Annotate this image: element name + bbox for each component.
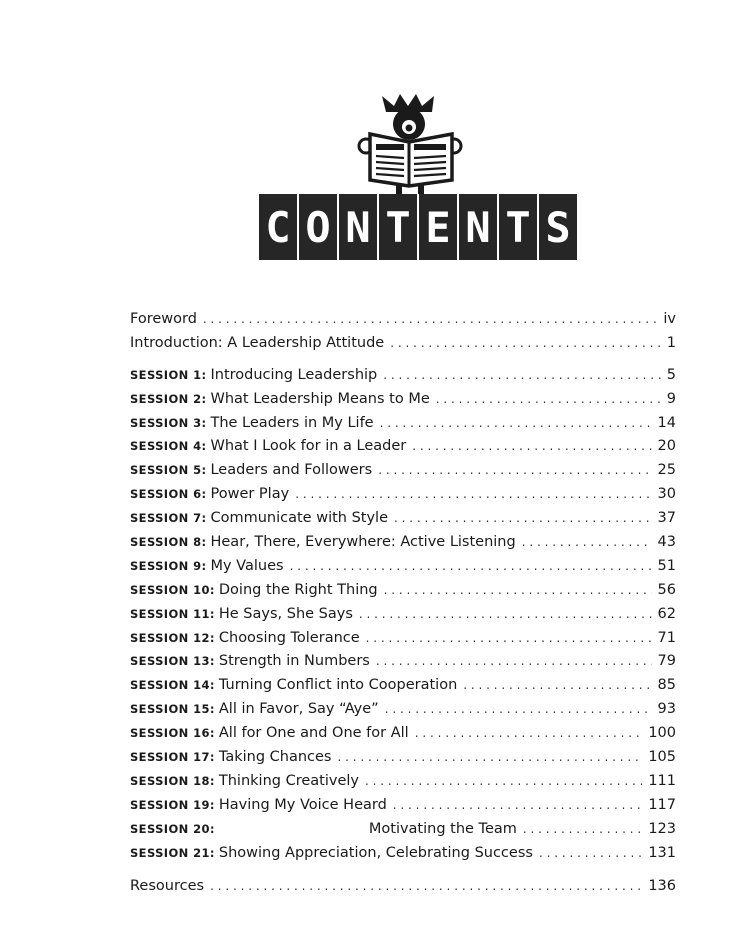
entry-label	[130, 579, 378, 603]
session-number: SESSION 5:	[130, 463, 207, 478]
page-number: 5	[666, 366, 676, 383]
page-number: 62	[657, 605, 676, 622]
session-number: SESSION 15:	[130, 702, 215, 717]
entry-title: Resources	[130, 878, 205, 895]
page-number: 79	[657, 653, 676, 670]
page-number: 111	[648, 772, 676, 789]
front-matter-list	[130, 308, 676, 356]
entry-title: Leaders and Followers	[210, 462, 373, 479]
session-number: SESSION 3:	[130, 415, 207, 430]
session-number: SESSION 13:	[130, 654, 215, 669]
dot-leader	[412, 435, 651, 459]
toc-entry[interactable]	[130, 483, 676, 507]
entry-label	[130, 388, 430, 412]
toc-entry[interactable]	[130, 332, 676, 356]
entry-label	[130, 459, 372, 483]
dot-leader	[436, 388, 661, 412]
entry-label	[130, 842, 533, 866]
entry-title: Having My Voice Heard	[218, 796, 387, 813]
dot-leader	[385, 698, 652, 722]
page-number: 117	[648, 796, 676, 813]
toc-entry[interactable]	[130, 435, 676, 459]
toc-entry[interactable]	[130, 875, 676, 899]
entry-title: Communicate with Style	[210, 510, 389, 527]
toc-entry[interactable]	[130, 722, 676, 746]
dot-leader	[210, 875, 642, 899]
session-number: SESSION 12:	[130, 630, 215, 645]
toc-entry[interactable]	[130, 308, 676, 332]
toc-entry[interactable]	[130, 388, 676, 412]
entry-label	[130, 603, 353, 627]
dot-leader	[337, 746, 642, 770]
dot-leader	[393, 794, 643, 818]
session-number: SESSION 11:	[130, 606, 215, 621]
entry-label	[130, 650, 370, 674]
entry-title: Taking Chances	[218, 749, 332, 766]
dot-leader	[415, 722, 643, 746]
toc-entry[interactable]	[130, 603, 676, 627]
session-number: SESSION 4:	[130, 439, 207, 454]
dot-leader	[384, 579, 652, 603]
entry-label	[130, 364, 377, 388]
page-number: 100	[648, 725, 676, 742]
entry-title: Doing the Right Thing	[218, 581, 378, 598]
page-number: 14	[657, 414, 676, 431]
toc-entry[interactable]	[130, 650, 676, 674]
dot-leader	[522, 531, 652, 555]
title-letter: N	[457, 194, 497, 260]
table-of-contents	[130, 308, 676, 899]
entry-label	[130, 332, 384, 356]
entry-label	[130, 412, 374, 436]
session-list	[130, 364, 676, 866]
session-number: SESSION 7:	[130, 511, 207, 526]
session-number: SESSION 6:	[130, 487, 207, 502]
page-number: 131	[648, 844, 676, 861]
entry-label	[130, 674, 457, 698]
entry-title: What I Look for in a Leader	[210, 438, 407, 455]
entry-title: Strength in Numbers	[218, 653, 370, 670]
entry-title: Showing Appreciation, Celebrating Success	[218, 844, 533, 861]
page-number: 1	[666, 334, 676, 351]
page-number: 85	[657, 677, 676, 694]
page-number: 43	[657, 534, 676, 551]
dot-leader	[383, 364, 661, 388]
dot-leader	[365, 770, 642, 794]
entry-title: Foreword	[130, 311, 197, 327]
dot-leader	[380, 412, 652, 436]
page-title	[259, 194, 577, 264]
toc-entry[interactable]	[130, 579, 676, 603]
title-letter: O	[297, 194, 337, 260]
dot-leader	[295, 483, 651, 507]
entry-label	[130, 483, 289, 507]
entry-label	[130, 818, 517, 842]
page-number: 20	[657, 438, 676, 455]
page-number: 37	[657, 510, 676, 527]
session-number: SESSION 14:	[130, 678, 215, 693]
session-number: SESSION 18:	[130, 773, 215, 788]
session-number: SESSION 19:	[130, 797, 215, 812]
toc-entry[interactable]	[130, 364, 676, 388]
dot-leader	[463, 674, 651, 698]
session-number: SESSION 21:	[130, 845, 215, 860]
entry-title: Turning Conflict into Cooperation	[218, 677, 458, 694]
toc-entry[interactable]	[130, 842, 676, 866]
entry-title: Choosing Tolerance	[218, 629, 360, 646]
entry-title: All in Favor, Say “Aye”	[218, 701, 379, 718]
entry-title: Hear, There, Everywhere: Active Listening	[210, 534, 516, 551]
dot-leader	[203, 308, 657, 332]
toc-entry[interactable]	[130, 818, 676, 842]
title-letter: S	[537, 194, 577, 260]
session-number: SESSION 17:	[130, 750, 215, 765]
entry-title: My Values	[210, 557, 284, 574]
toc-entry[interactable]	[130, 507, 676, 531]
page-number: 123	[648, 820, 676, 837]
dot-leader	[359, 603, 652, 627]
session-number: SESSION 10:	[130, 582, 215, 597]
session-number: SESSION 20:	[130, 821, 215, 836]
title-letter: T	[377, 194, 417, 260]
entry-title: Motivating the Team	[368, 820, 517, 837]
dot-leader	[394, 507, 652, 531]
toc-entry[interactable]	[130, 531, 676, 555]
entry-title: Introducing Leadership	[210, 366, 378, 383]
entry-label	[130, 875, 204, 899]
title-letter: C	[259, 194, 297, 260]
toc-entry[interactable]	[130, 674, 676, 698]
entry-label	[130, 435, 406, 459]
entry-title: What Leadership Means to Me	[210, 390, 430, 407]
page-number: 51	[657, 557, 676, 574]
entry-label	[130, 555, 284, 579]
session-number: SESSION 16:	[130, 726, 215, 741]
dot-leader	[376, 650, 652, 674]
dot-leader	[378, 459, 651, 483]
session-number: SESSION 2:	[130, 391, 207, 406]
toc-entry[interactable]	[130, 627, 676, 651]
entry-title: Power Play	[210, 486, 290, 503]
session-number: SESSION 9:	[130, 558, 207, 573]
entry-label	[130, 308, 197, 332]
title-letter: N	[337, 194, 377, 260]
page-number: 30	[657, 486, 676, 503]
entry-label	[130, 746, 331, 770]
dot-leader	[390, 332, 661, 356]
entry-label	[130, 531, 516, 555]
dot-leader	[366, 627, 652, 651]
title-letter: E	[417, 194, 457, 260]
entry-title: Thinking Creatively	[218, 772, 359, 789]
entry-title: The Leaders in My Life	[210, 414, 374, 431]
entry-label	[130, 698, 379, 722]
toc-entry[interactable]	[130, 770, 676, 794]
toc-entry[interactable]	[130, 746, 676, 770]
entry-label	[130, 770, 359, 794]
page-number: iv	[663, 311, 676, 327]
session-number: SESSION 1:	[130, 367, 207, 382]
page-number: 105	[648, 749, 676, 766]
entry-label	[130, 627, 360, 651]
session-number: SESSION 8:	[130, 535, 207, 550]
page-number: 9	[666, 390, 676, 407]
newspaper-reader-icon	[356, 94, 466, 198]
back-matter-list	[130, 875, 676, 899]
page-number: 71	[657, 629, 676, 646]
entry-title: He Says, She Says	[218, 605, 353, 622]
dot-leader	[523, 818, 642, 842]
entry-label	[130, 722, 409, 746]
title-letter: T	[497, 194, 537, 260]
toc-entry[interactable]	[130, 698, 676, 722]
toc-entry[interactable]	[130, 555, 676, 579]
entry-label	[130, 794, 387, 818]
page-number: 56	[657, 581, 676, 598]
page-number: 136	[648, 878, 676, 895]
dot-leader	[290, 555, 652, 579]
toc-entry[interactable]	[130, 459, 676, 483]
page-number: 93	[657, 701, 676, 718]
dot-leader	[539, 842, 642, 866]
page-number: 25	[657, 462, 676, 479]
toc-entry[interactable]	[130, 412, 676, 436]
entry-title: All for One and One for All	[218, 725, 409, 742]
entry-title: Introduction: A Leadership Attitude	[130, 334, 385, 351]
toc-entry[interactable]	[130, 794, 676, 818]
entry-label	[130, 507, 388, 531]
